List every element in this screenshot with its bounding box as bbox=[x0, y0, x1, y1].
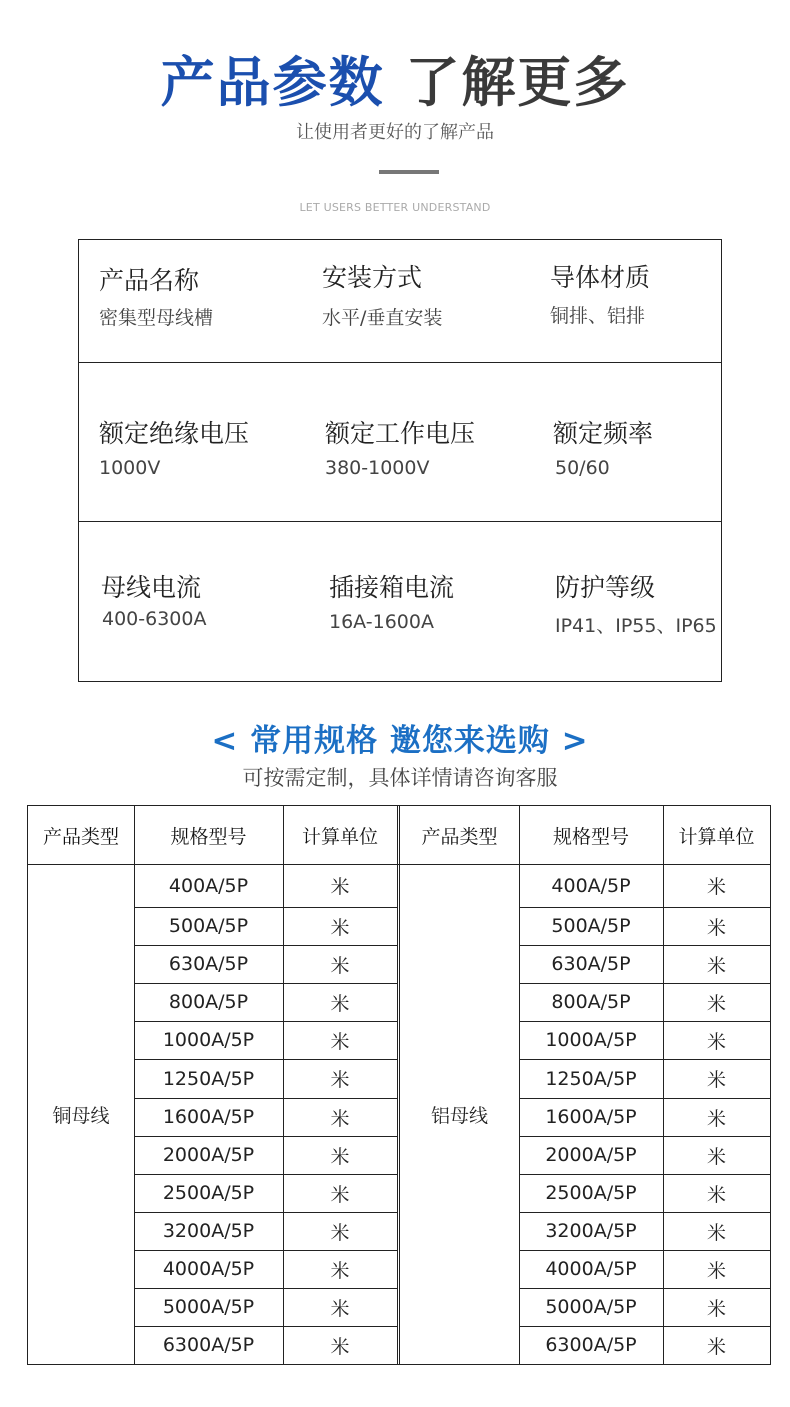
spec-model-cell: 800A/5P bbox=[168, 991, 249, 1013]
spec-unit-cell: 米 bbox=[706, 1069, 726, 1091]
spec-model-cell: 2500A/5P bbox=[545, 1182, 637, 1204]
param-label: 母线电流 bbox=[101, 573, 202, 602]
spec-model-cell: 1250A/5P bbox=[162, 1067, 255, 1090]
table-header-cell: 计算单位 bbox=[678, 825, 755, 848]
spec-unit-cell: 米 bbox=[706, 1145, 726, 1168]
params-row-divider bbox=[78, 362, 722, 363]
spec-model-cell: 500A/5P bbox=[168, 915, 249, 937]
spec-unit-cell: 米 bbox=[330, 1335, 350, 1358]
param-value: 50/60 bbox=[555, 457, 610, 479]
page-title-secondary: 了解更多 bbox=[405, 51, 630, 114]
spec-model-cell: 500A/5P bbox=[551, 915, 631, 937]
spec-table bbox=[27, 805, 771, 1365]
spec-model-cell: 4000A/5P bbox=[162, 1258, 255, 1280]
param-value: 水平/垂直安装 bbox=[322, 307, 443, 329]
spec-unit-cell: 米 bbox=[706, 954, 726, 977]
spec-model-cell: 400A/5P bbox=[551, 874, 631, 897]
spec-unit-cell: 米 bbox=[706, 992, 726, 1015]
spec-unit-cell: 米 bbox=[330, 1107, 350, 1130]
spec-model-cell: 1600A/5P bbox=[545, 1106, 637, 1128]
param-label: 额定频率 bbox=[553, 419, 654, 448]
spec-unit-cell: 米 bbox=[330, 1030, 350, 1053]
page-subtitle: 让使用者更好的了解产品 bbox=[296, 122, 494, 143]
param-label: 防护等级 bbox=[555, 573, 656, 602]
spec-model-cell: 2000A/5P bbox=[545, 1144, 637, 1166]
spec-model-cell: 2000A/5P bbox=[162, 1144, 255, 1166]
spec-unit-cell: 米 bbox=[330, 1145, 350, 1168]
param-label: 产品名称 bbox=[99, 266, 200, 295]
param-value: 16A-1600A bbox=[329, 611, 434, 633]
page-title-primary: 产品参数 bbox=[160, 51, 385, 114]
spec-unit-cell: 米 bbox=[706, 1297, 726, 1320]
table-header-cell: 产品类型 bbox=[421, 825, 498, 848]
product-type-cell: 铝母线 bbox=[430, 1104, 488, 1127]
spec-unit-cell: 米 bbox=[330, 1259, 350, 1282]
specs-section-subtitle: 可按需定制，具体详情请咨询客服 bbox=[242, 766, 558, 790]
param-value: 铜排、铝排 bbox=[550, 305, 646, 327]
spec-model-cell: 5000A/5P bbox=[162, 1296, 255, 1318]
spec-unit-cell: 米 bbox=[330, 1297, 350, 1320]
spec-unit-cell: 米 bbox=[330, 876, 350, 898]
product-type-cell: 铜母线 bbox=[52, 1104, 110, 1127]
param-label: 额定绝缘电压 bbox=[99, 419, 250, 448]
spec-model-cell: 1600A/5P bbox=[162, 1106, 255, 1128]
param-value: 400-6300A bbox=[102, 608, 207, 630]
spec-unit-cell: 米 bbox=[330, 1183, 350, 1206]
param-label: 插接箱电流 bbox=[329, 573, 455, 602]
spec-unit-cell: 米 bbox=[706, 1030, 726, 1053]
table-header-cell: 产品类型 bbox=[42, 825, 119, 848]
spec-model-cell: 3200A/5P bbox=[162, 1220, 255, 1242]
spec-model-cell: 6300A/5P bbox=[545, 1334, 637, 1356]
spec-model-cell: 3200A/5P bbox=[545, 1220, 637, 1242]
spec-unit-cell: 米 bbox=[706, 876, 726, 898]
params-row-divider bbox=[78, 521, 722, 522]
spec-model-cell: 630A/5P bbox=[551, 953, 631, 975]
param-value: 380-1000V bbox=[325, 457, 430, 479]
param-value: IP41、IP55、IP65 bbox=[555, 615, 717, 637]
spec-unit-cell: 米 bbox=[706, 1183, 726, 1206]
param-label: 导体材质 bbox=[550, 263, 651, 292]
page-english-subtitle: LET USERS BETTER UNDERSTAND bbox=[299, 201, 491, 214]
param-label: 额定工作电压 bbox=[325, 419, 476, 448]
spec-model-cell: 4000A/5P bbox=[545, 1258, 637, 1280]
table-header-cell: 计算单位 bbox=[301, 825, 378, 848]
specs-section-title: < 常用规格 邀您来选购 > bbox=[211, 723, 589, 759]
title-divider bbox=[379, 170, 439, 174]
spec-model-cell: 630A/5P bbox=[168, 953, 249, 975]
spec-model-cell: 6300A/5P bbox=[162, 1334, 255, 1356]
spec-unit-cell: 米 bbox=[330, 1221, 350, 1244]
spec-unit-cell: 米 bbox=[706, 1107, 726, 1130]
spec-unit-cell: 米 bbox=[706, 1259, 726, 1282]
spec-unit-cell: 米 bbox=[706, 1335, 726, 1358]
spec-unit-cell: 米 bbox=[706, 916, 726, 939]
spec-model-cell: 800A/5P bbox=[551, 991, 631, 1013]
spec-model-cell: 1000A/5P bbox=[545, 1029, 637, 1051]
param-value: 密集型母线槽 bbox=[99, 307, 214, 329]
spec-model-cell: 5000A/5P bbox=[545, 1296, 637, 1318]
spec-unit-cell: 米 bbox=[706, 1221, 726, 1244]
param-value: 1000V bbox=[99, 457, 161, 479]
spec-model-cell: 400A/5P bbox=[168, 874, 249, 897]
spec-unit-cell: 米 bbox=[330, 916, 350, 939]
spec-unit-cell: 米 bbox=[330, 954, 350, 977]
spec-unit-cell: 米 bbox=[330, 1069, 350, 1091]
page-title bbox=[0, 48, 790, 118]
table-header-cell: 规格型号 bbox=[552, 825, 629, 848]
spec-model-cell: 1250A/5P bbox=[545, 1067, 637, 1090]
spec-model-cell: 2500A/5P bbox=[162, 1182, 255, 1204]
param-label: 安装方式 bbox=[322, 263, 423, 292]
spec-model-cell: 1000A/5P bbox=[162, 1029, 255, 1051]
spec-unit-cell: 米 bbox=[330, 992, 350, 1015]
table-header-cell: 规格型号 bbox=[170, 825, 247, 848]
